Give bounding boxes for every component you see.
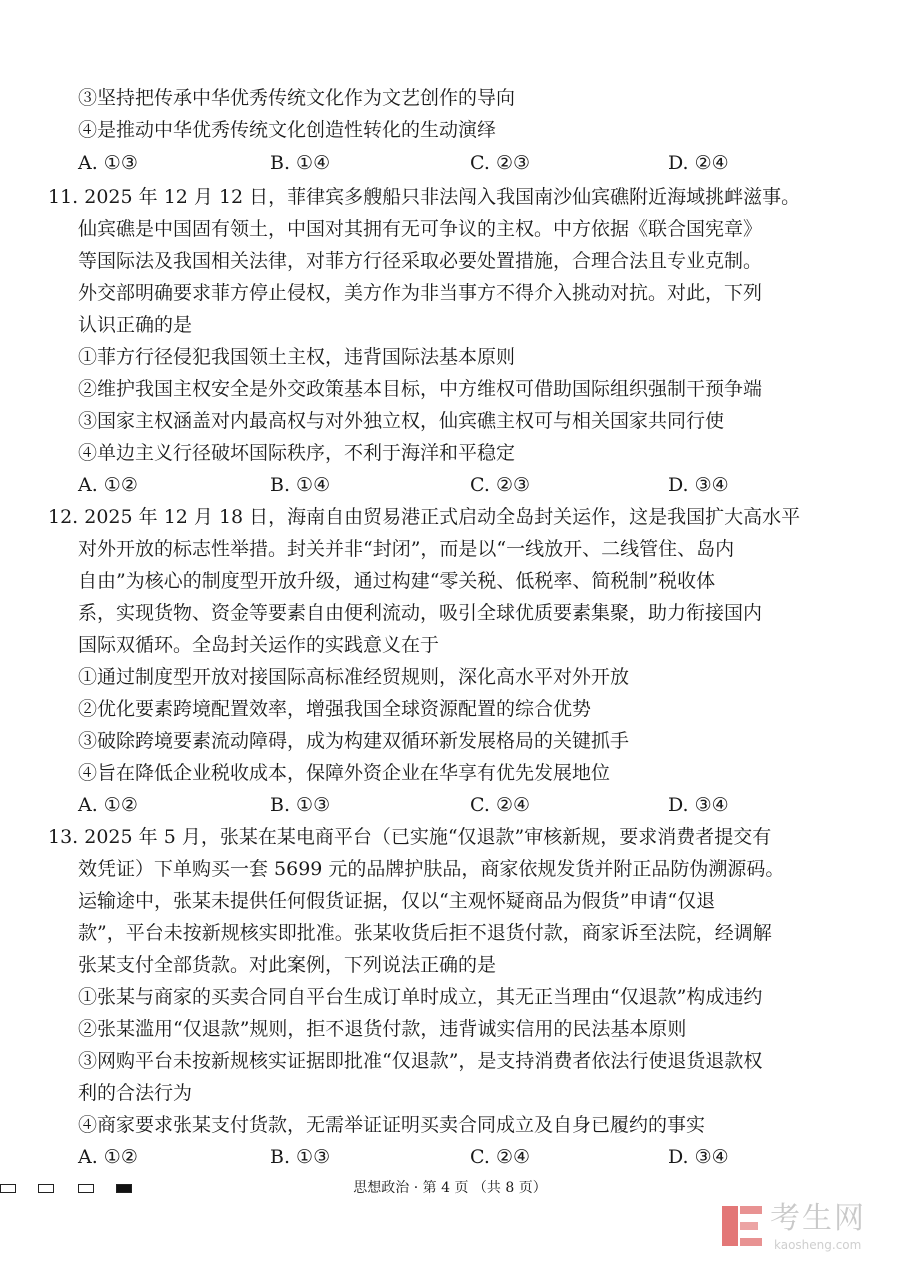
q11-option-a: A. ①② <box>78 474 138 496</box>
q11-item-3: ③国家主权涵盖对内最高权与对外独立权，仙宾礁主权可与相关国家共同行使 <box>78 410 725 432</box>
q11-item-1: ①菲方行径侵犯我国领土主权，违背国际法基本原则 <box>78 346 516 368</box>
q12-stem-line-5: 国际双循环。全岛封关运作的实践意义在于 <box>78 634 440 656</box>
q13-item-2: ②张某滥用“仅退款”规则，拒不退货付款，违背诚实信用的民法基本原则 <box>78 1018 687 1040</box>
q10-option-c: C. ②③ <box>470 152 531 174</box>
q12-item-2: ②优化要素跨境配置效率，增强我国全球资源配置的综合优势 <box>78 698 592 720</box>
q11-stem-line-5: 认识正确的是 <box>78 314 193 336</box>
q12-item-3: ③破除跨境要素流动障碍，成为构建双循环新发展格局的关键抓手 <box>78 730 630 752</box>
q11-stem-line-1: 11. 2025 年 12 月 12 日，菲律宾多艘船只非法闯入我国南沙仙宾礁附近海域挑衅滋事。 <box>48 186 801 208</box>
q12-stem-line-4: 系，实现货物、资金等要素自由便利流动，吸引全球优质要素集聚，助力衔接国内 <box>78 602 763 624</box>
q12-item-1: ①通过制度型开放对接国际高标准经贸规则，深化高水平对外开放 <box>78 666 630 688</box>
q12-option-c: C. ②④ <box>470 794 531 816</box>
q13-item-3-cont: 利的合法行为 <box>78 1082 193 1104</box>
q10-options <box>78 151 778 175</box>
q11-option-c: C. ②③ <box>470 474 531 496</box>
q12-stem-line-2: 对外开放的标志性举措。封关并非“封闭”，而是以“一线放开、二线管住、岛内 <box>78 538 735 560</box>
watermark-logo-icon <box>720 1202 764 1250</box>
q11-stem-line-2: 仙宾礁是中国固有领土，中国对其拥有无可争议的主权。中方依据《联合国宪章》 <box>78 218 763 240</box>
q11-item-2: ②维护我国主权安全是外交政策基本目标，中方维权可借助国际组织强制干预争端 <box>78 378 763 400</box>
q13-item-3: ③网购平台未按新规核实证据即批准“仅退款”，是支持消费者依法行使退货退款权 <box>78 1050 763 1072</box>
q12-stem-line-3: 自由”为核心的制度型开放升级，通过构建“零关税、低税率、简税制”税收体 <box>78 570 716 592</box>
watermark-name: 考生网 <box>770 1201 866 1236</box>
q10-option-a: A. ①③ <box>78 152 138 174</box>
q11-stem-line-4: 外交部明确要求菲方停止侵权，美方作为非当事方不得介入挑动对抗。对此，下列 <box>78 282 763 304</box>
q12-option-d: D. ③④ <box>668 794 729 816</box>
q10-item-4: ④是推动中华优秀传统文化创造性转化的生动演绎 <box>78 119 497 141</box>
q13-stem-line-3: 运输途中，张某未提供任何假货证据，仅以“主观怀疑商品为假货”申请“仅退 <box>78 890 716 912</box>
q12-item-4: ④旨在降低企业税收成本，保障外资企业在华享有优先发展地位 <box>78 762 611 784</box>
page-number-label: 思想政治 · 第 4 页 （共 8 页） <box>353 1180 547 1196</box>
q11-stem-line-3: 等国际法及我国相关法律，对菲方行径采取必要处置措施，合理合法且专业克制。 <box>78 250 763 272</box>
q13-stem-line-5: 张某支付全部货款。对此案例，下列说法正确的是 <box>78 954 497 976</box>
q12-option-b: B. ①③ <box>270 794 331 816</box>
q13-item-4: ④商家要求张某支付货款，无需举证证明买卖合同成立及自身已履约的事实 <box>78 1114 706 1136</box>
q13-option-c: C. ②④ <box>470 1146 531 1168</box>
q11-item-4: ④单边主义行径破坏国际秩序，不利于海洋和平稳定 <box>78 442 516 464</box>
watermark-url: kaosheng.com <box>774 1238 862 1252</box>
q13-option-d: D. ③④ <box>668 1146 729 1168</box>
q11-option-b: B. ①④ <box>270 474 331 496</box>
q11-options <box>78 473 778 497</box>
q13-item-1: ①张某与商家的买卖合同自平台生成订单时成立，其无正当理由“仅退款”构成违约 <box>78 986 763 1008</box>
watermark <box>720 1200 895 1260</box>
q12-option-a: A. ①② <box>78 794 138 816</box>
q13-options <box>78 1145 778 1169</box>
q12-stem-line-1: 12. 2025 年 12 月 18 日，海南自由贸易港正式启动全岛封关运作，这是我国扩大高水平 <box>48 506 801 528</box>
q12-options <box>78 793 778 817</box>
q13-option-b: B. ①③ <box>270 1146 331 1168</box>
q10-option-d: D. ②④ <box>668 152 729 174</box>
q10-item-3: ③坚持把传承中华优秀传统文化作为文艺创作的导向 <box>78 87 516 109</box>
q13-stem-line-2: 效凭证）下单购买一套 5699 元的品牌护肤品，商家依规发货并附正品防伪溯源码。 <box>78 858 785 880</box>
q13-option-a: A. ①② <box>78 1146 138 1168</box>
q11-option-d: D. ③④ <box>668 474 729 496</box>
q13-stem-line-1: 13. 2025 年 5 月，张某在某电商平台（已实施“仅退款”审核新规，要求消费者提交有 <box>48 826 772 848</box>
q13-stem-line-4: 款”，平台未按新规核实即批准。张某收货后拒不退货付款，商家诉至法院，经调解 <box>78 922 772 944</box>
q10-option-b: B. ①④ <box>270 152 331 174</box>
